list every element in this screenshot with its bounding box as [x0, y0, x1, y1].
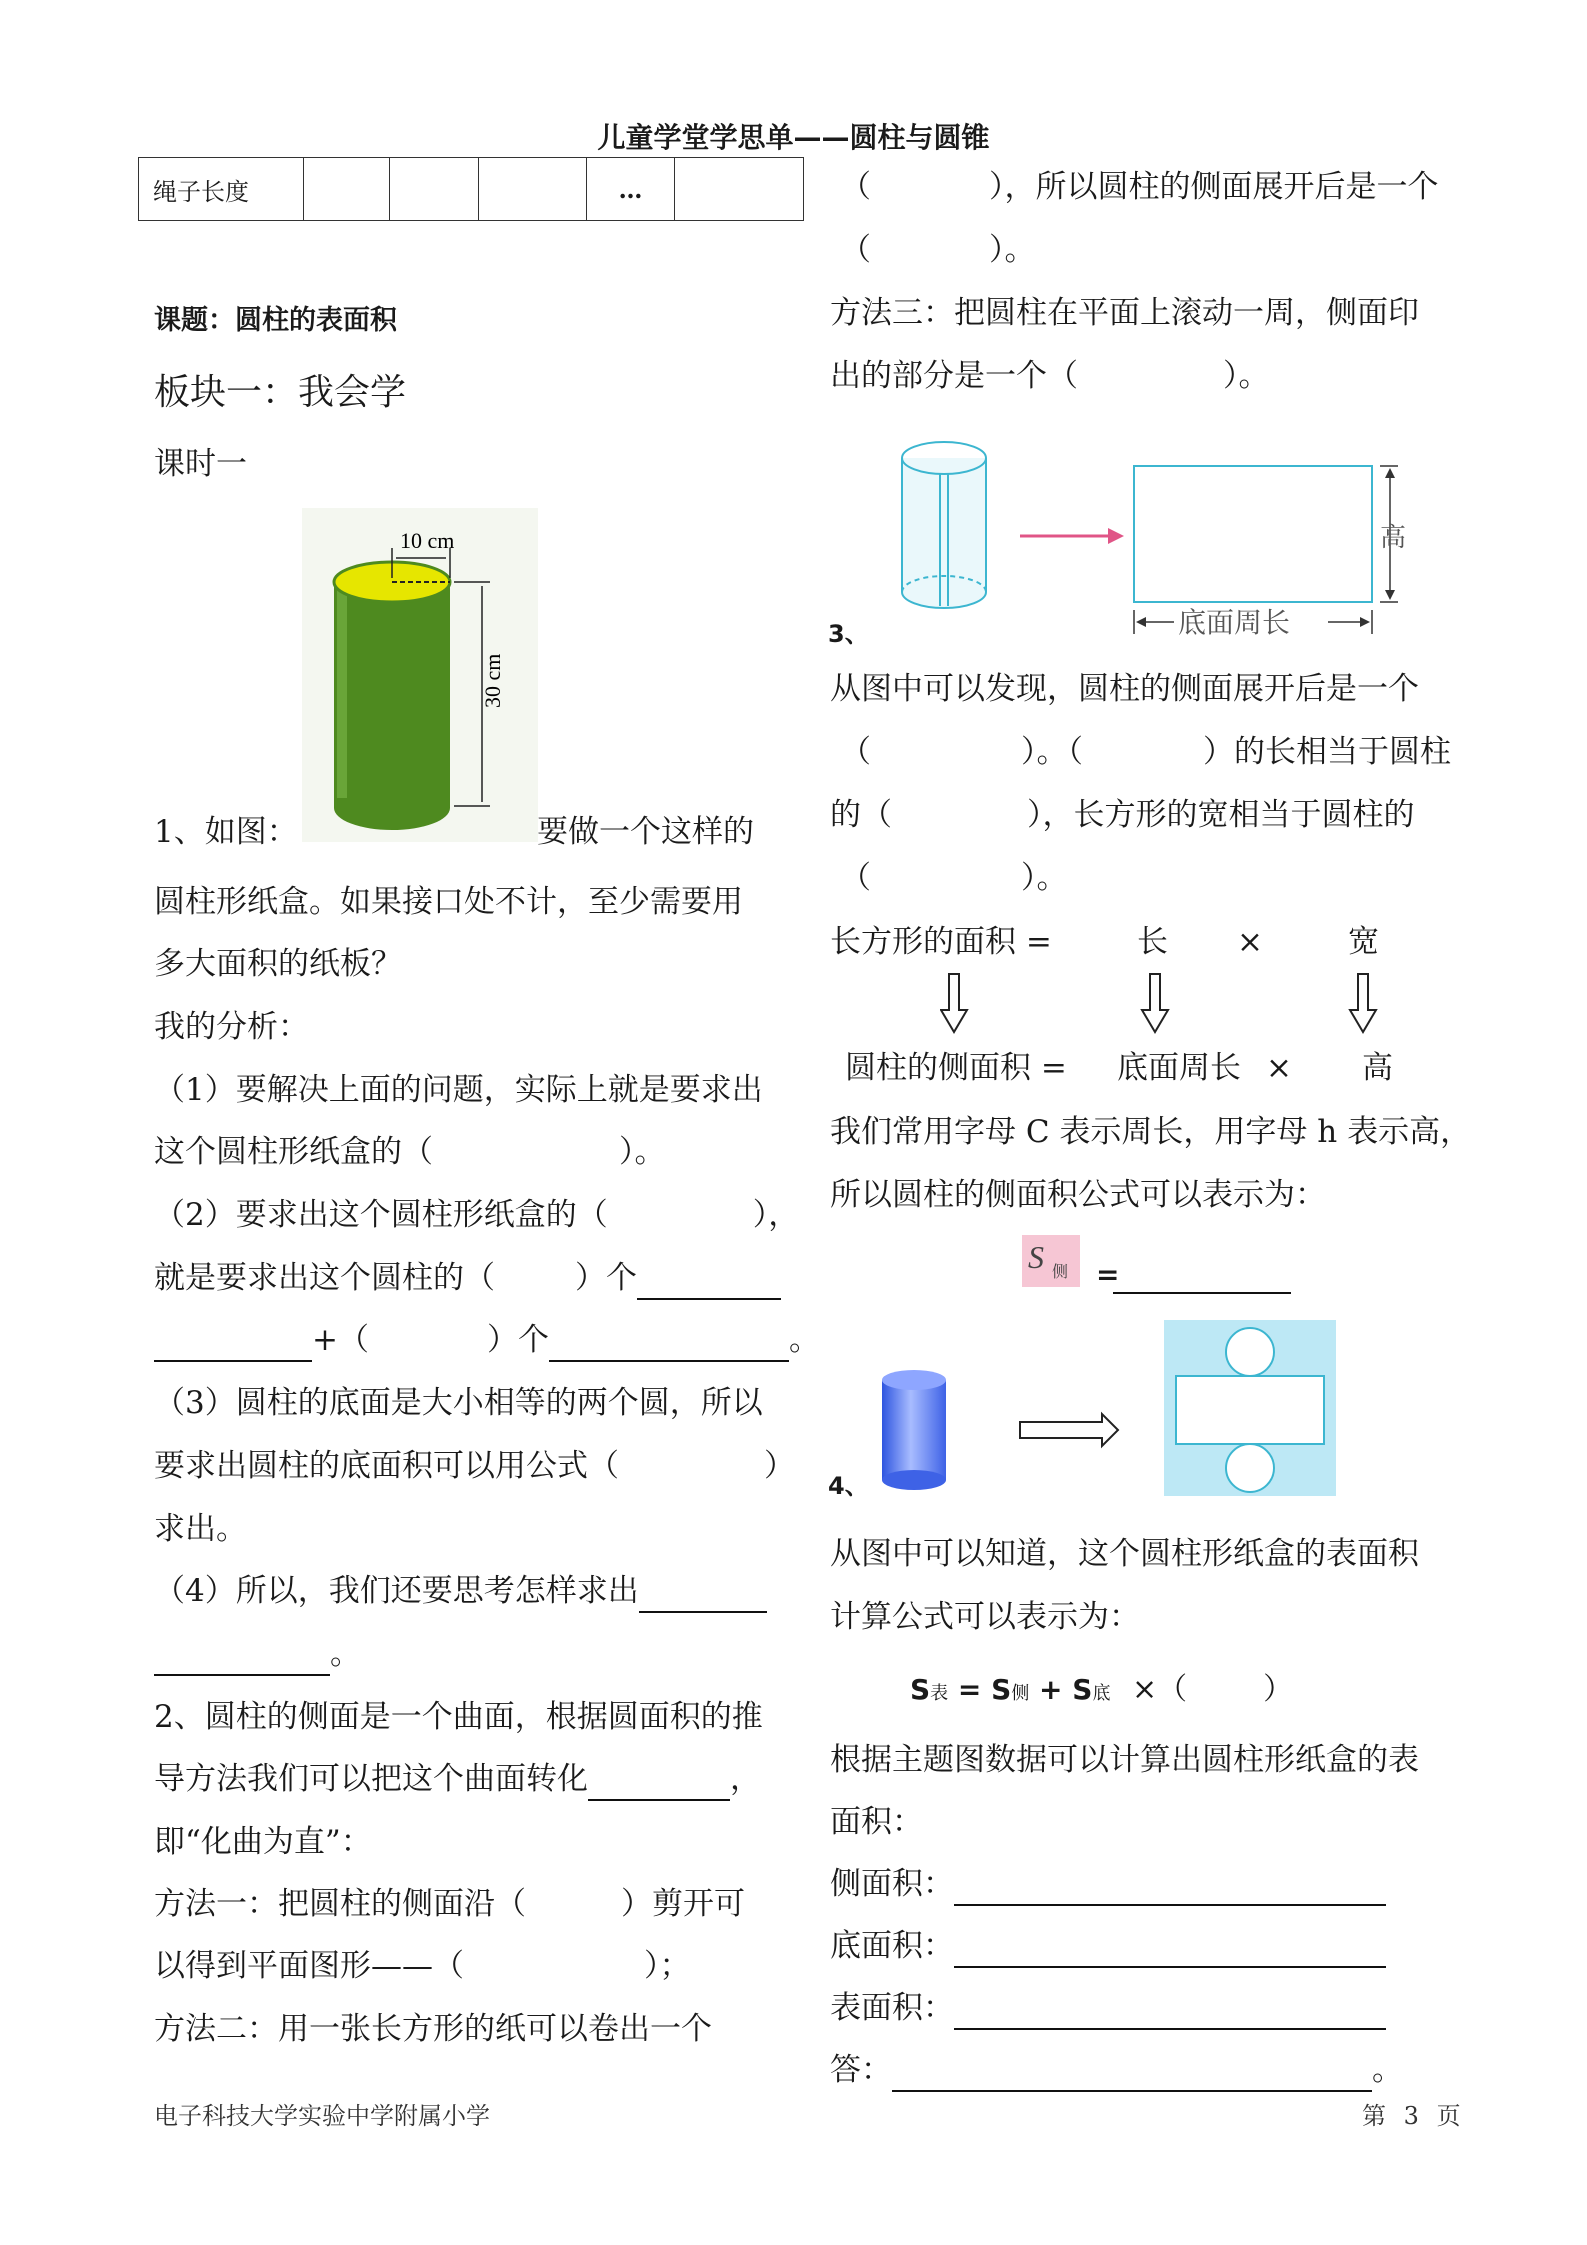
analysis-2-ge: ）个	[575, 1260, 637, 1296]
analysis-2-line1	[154, 1193, 799, 1237]
formula-eq: =	[948, 1673, 992, 1706]
eq1-b: 宽	[1348, 924, 1379, 960]
analysis-2-underline-1[interactable]	[637, 1268, 781, 1300]
formula-plus: +	[1029, 1673, 1073, 1706]
p3-text-b: ），长方形的宽相当于圆柱的	[1027, 797, 1415, 833]
calc-line1: 根据主题图数据可以计算出圆柱形纸盒的表	[830, 1742, 1419, 1778]
eq2-a: 底面周长	[1117, 1050, 1241, 1086]
eq2-lhs: 圆柱的侧面积 =	[845, 1050, 1067, 1086]
rope-cell-2[interactable]	[390, 158, 479, 221]
formula-sub-side: 侧	[1011, 1683, 1030, 1704]
analysis-1-line1: （1）要解决上面的问题，实际上就是要求出	[154, 1072, 763, 1108]
r1-text: ），所以圆柱的侧面展开后是一个	[989, 169, 1439, 205]
surface-area-label: 表面积：	[830, 1990, 954, 2026]
s-side-symbol: S	[1028, 1239, 1044, 1275]
base-area-answer-line[interactable]	[954, 1936, 1386, 1968]
answer-period: 。	[1372, 2052, 1403, 2088]
r2-line	[840, 228, 1036, 272]
method-1-text: 方法一：把圆柱的侧面沿（	[154, 1886, 526, 1922]
base-arrow-left	[1136, 617, 1146, 627]
analysis-3-line1: （3）圆柱的底面是大小相等的两个圆，所以	[154, 1385, 763, 1421]
unroll-diagram	[872, 412, 1432, 642]
analysis-2-close: ），	[752, 1197, 800, 1233]
answer-label: 答：	[830, 2052, 892, 2088]
q1-text-b: 圆柱形纸盒。如果接口处不计，至少需要用	[154, 884, 743, 920]
analysis-2-line2	[154, 1256, 781, 1300]
top-dimension-label: 10 cm	[400, 528, 455, 553]
p3-line2	[840, 730, 1451, 774]
rope-cell-5[interactable]	[675, 158, 804, 221]
p3-close: ）。	[1021, 860, 1068, 896]
analysis-2-period: 。	[788, 1322, 820, 1358]
base-area-row	[830, 1924, 1386, 1968]
r1-line	[840, 165, 1439, 209]
eq1-lhs: 长方形的面积 =	[830, 924, 1052, 960]
analysis-1-close: ）。	[619, 1134, 666, 1170]
s-side-box	[1022, 1235, 1080, 1287]
surface-formula	[910, 1664, 1293, 1708]
p3-line3	[830, 793, 1415, 837]
side-area-row	[830, 1862, 1386, 1906]
open-cylinder-body	[902, 458, 986, 608]
analysis-2-text-b: 就是要求出这个圆柱的（	[154, 1260, 495, 1296]
formula-close: ）	[1263, 1672, 1294, 1707]
formula-s-total: S	[910, 1673, 931, 1706]
base-arrow-right	[1360, 617, 1370, 627]
surface-area-answer-line[interactable]	[954, 1998, 1386, 2030]
p3-text: ）的长相当于圆柱	[1203, 734, 1451, 770]
method-1-close: ）；	[644, 1948, 691, 1984]
analysis-2-ge-2: ）个	[486, 1322, 549, 1358]
analysis-4-line1	[154, 1569, 767, 1613]
formula-sub-base: 底	[1092, 1683, 1111, 1704]
q2-line2	[154, 1757, 761, 1801]
analysis-2-plus: +（	[312, 1322, 369, 1358]
rect-height-label: 高	[1380, 523, 1407, 553]
base-area-label: 底面积：	[830, 1928, 954, 1964]
page-title: 儿童学堂学思单——圆柱与圆锥	[597, 121, 990, 154]
eq2-b: 高	[1362, 1050, 1393, 1086]
down-arrows	[940, 972, 1380, 1034]
letters-line2: 所以圆柱的侧面积公式可以表示为：	[830, 1177, 1326, 1213]
footer-page-prefix: 第	[1362, 2102, 1386, 2130]
rope-cell-3[interactable]	[479, 158, 587, 221]
down-arrow-icon	[941, 974, 967, 1032]
footer-page	[1362, 2096, 1461, 2131]
p3-open: （	[840, 734, 871, 770]
p3-open-b: （	[840, 860, 871, 896]
analysis-1-line2	[154, 1130, 666, 1174]
analysis-4-text: （4）所以，我们还要思考怎样求出	[154, 1573, 639, 1609]
s-side-answer-line[interactable]	[1113, 1292, 1291, 1294]
analysis-label: 我的分析：	[154, 1009, 309, 1045]
eq1-a: 长	[1137, 924, 1168, 960]
footer-page-suffix: 页	[1436, 2102, 1461, 2130]
answer-row	[830, 2048, 1403, 2092]
q1-text-a: 要做一个这样的	[537, 814, 754, 850]
q2-line3: 即“化曲为直”：	[154, 1824, 372, 1860]
analysis-2-underline-2[interactable]	[154, 1330, 312, 1362]
net-bottom-circle	[1226, 1444, 1274, 1492]
calc-line2: 面积：	[830, 1804, 923, 1840]
r1-open: （	[840, 169, 871, 205]
analysis-2-text: （2）要求出这个圆柱形纸盒的（	[154, 1197, 608, 1233]
unrolled-rectangle	[1134, 466, 1372, 602]
cylinder-body	[334, 582, 450, 830]
net-rectangle	[1176, 1376, 1324, 1444]
rope-cell-1[interactable]	[304, 158, 390, 221]
q2-comma: ，	[730, 1761, 761, 1797]
height-arrow-up	[1385, 468, 1395, 478]
formula-s-base: S	[1072, 1673, 1093, 1706]
surface-net-diagram	[872, 1320, 1342, 1500]
r2-close: ）。	[989, 232, 1036, 268]
rope-cell-ellipsis: …	[587, 158, 675, 221]
p4-line2: 计算公式可以表示为：	[830, 1599, 1140, 1635]
p3-de: 的（	[830, 797, 892, 833]
rope-length-label: 绳子长度	[139, 158, 304, 221]
analysis-3-text: 要求出圆柱的底面积可以用公式（	[154, 1448, 619, 1484]
height-dimension-label: 30 cm	[480, 653, 505, 708]
formula-sub-total: 表	[930, 1683, 949, 1704]
double-arrow-icon	[1020, 1414, 1118, 1446]
surface-area-row	[830, 1986, 1386, 2030]
q2-underline[interactable]	[588, 1769, 730, 1801]
analysis-4-line2	[154, 1632, 361, 1676]
eq1-op: ×	[1237, 924, 1263, 960]
footer-school: 电子科技大学实验中学附属小学	[154, 2102, 490, 2130]
blue-cylinder-body	[882, 1380, 946, 1480]
rect-base-label: 底面周长	[1178, 606, 1291, 639]
p3-mid: ）。（	[1021, 734, 1083, 770]
analysis-4-underline-1[interactable]	[639, 1581, 767, 1613]
q2-line1: 2、圆柱的侧面是一个曲面，根据圆面积的推	[154, 1699, 763, 1735]
analysis-3-close: ）	[764, 1448, 795, 1484]
method-1-text-b: ）剪开可	[621, 1886, 745, 1922]
down-arrow-icon	[1142, 974, 1168, 1032]
analysis-4-underline-2[interactable]	[154, 1644, 330, 1676]
method-1-line2	[154, 1944, 691, 1988]
green-cylinder-figure	[302, 508, 538, 842]
analysis-2-line3	[154, 1318, 820, 1362]
analysis-2-underline-3[interactable]	[549, 1330, 789, 1362]
section-title: 板块一：我会学	[154, 372, 407, 413]
method-3-close: ）。	[1223, 358, 1270, 394]
blue-cylinder-bottom	[882, 1470, 946, 1490]
r2-open: （	[840, 232, 871, 268]
figure-3-number: 3、	[828, 620, 869, 648]
formula-times: ×（	[1132, 1672, 1188, 1707]
q2-text: 导方法我们可以把这个曲面转化	[154, 1761, 588, 1797]
method-2-line1: 方法二：用一张长方形的纸可以卷出一个	[154, 2011, 712, 2047]
side-area-label: 侧面积：	[830, 1866, 954, 1902]
pink-arrow-head	[1108, 528, 1124, 544]
method-1-line1	[154, 1882, 745, 1926]
method-1-text-c: 以得到平面图形——（	[154, 1948, 464, 1984]
analysis-1-text: 这个圆柱形纸盒的（	[154, 1134, 433, 1170]
height-arrow-down	[1385, 590, 1395, 600]
blue-cylinder-top	[882, 1370, 946, 1390]
side-area-answer-line[interactable]	[954, 1874, 1386, 1906]
p4-line1: 从图中可以知道，这个圆柱形纸盒的表面积	[830, 1536, 1419, 1572]
p3-line4	[840, 856, 1068, 900]
eq2-op: ×	[1266, 1050, 1292, 1086]
formula-s-side: S	[991, 1673, 1012, 1706]
footer-page-number: 3	[1403, 2102, 1419, 2130]
analysis-3-line2	[154, 1444, 795, 1488]
method-3-text: 出的部分是一个（	[830, 358, 1078, 394]
method-3-line2	[830, 354, 1270, 398]
method-3-line1: 方法三：把圆柱在平面上滚动一周，侧面印	[830, 295, 1419, 331]
analysis-3-line3: 求出。	[154, 1511, 247, 1547]
topic-title: 课题：圆柱的表面积	[154, 305, 397, 336]
p3-line1: 从图中可以发现，圆柱的侧面展开后是一个	[830, 671, 1419, 707]
rope-length-table	[138, 157, 804, 221]
analysis-4-period: 。	[330, 1636, 361, 1672]
s-side-subscript: 侧	[1052, 1262, 1069, 1281]
letters-line1: 我们常用字母 C 表示周长，用字母 h 表示高，	[830, 1114, 1472, 1150]
down-arrow-icon	[1350, 974, 1376, 1032]
q1-text-c: 多大面积的纸板？	[154, 946, 402, 982]
lesson-label: 课时一	[154, 446, 247, 482]
q1-label: 1、如图：	[154, 814, 298, 850]
answer-line[interactable]	[892, 2060, 1372, 2092]
net-top-circle	[1226, 1328, 1274, 1376]
s-side-eq: =	[1096, 1258, 1120, 1291]
figure-4-number: 4、	[828, 1472, 869, 1500]
